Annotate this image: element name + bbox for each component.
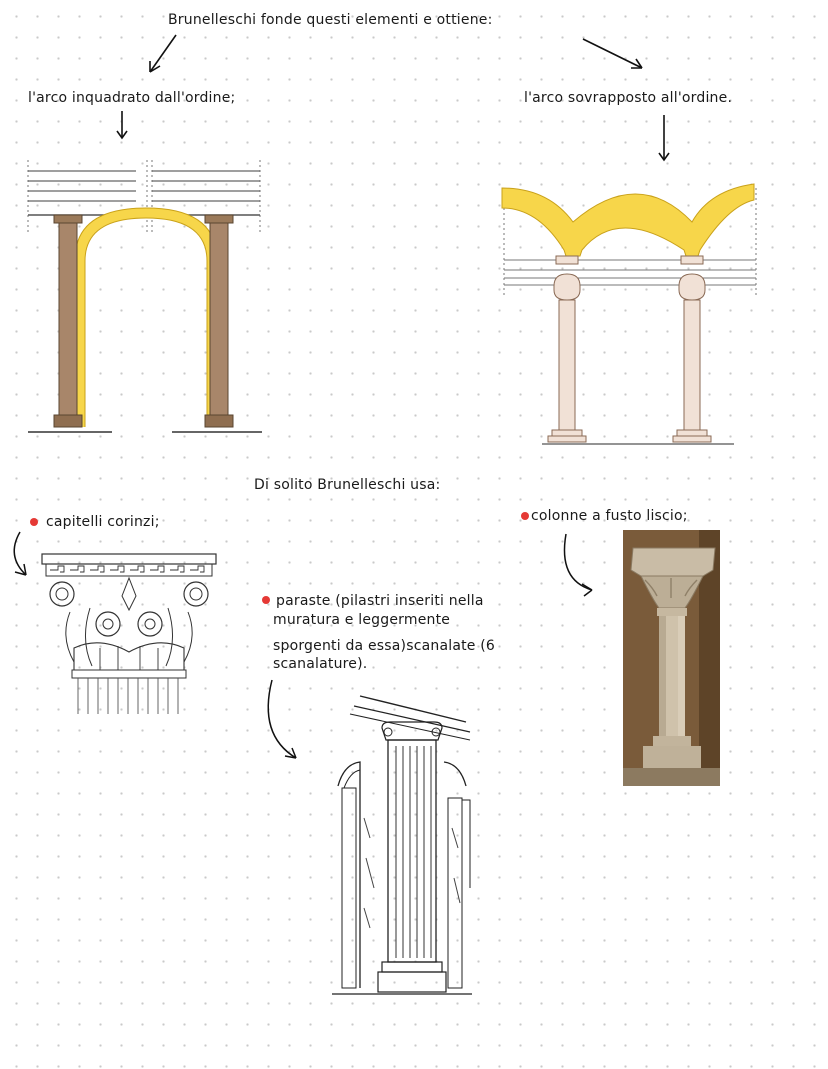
left-arch-caption: l'arco inquadrato dall'ordine; [28, 90, 236, 106]
paraste-line-2: muratura e leggermente [273, 612, 451, 628]
right-arch-caption: l'arco sovrapposto all'ordine. [524, 90, 733, 106]
paraste-line-4: scanalature). [273, 656, 368, 672]
paraste-line-1: paraste (pilastri inseriti nella [276, 593, 484, 609]
page-heading: Brunelleschi fonde questi elementi e ottiene: [168, 12, 493, 28]
bullet-colonne-text: colonne a fusto liscio; [531, 508, 688, 524]
paraste-line-3: sporgenti da essa)scanalate (6 [273, 638, 496, 654]
fluted-pilaster-drawing [330, 688, 475, 1000]
bullet-capitelli-text: capitelli corinzi; [46, 514, 160, 530]
usage-heading: Di solito Brunelleschi usa: [254, 477, 441, 493]
